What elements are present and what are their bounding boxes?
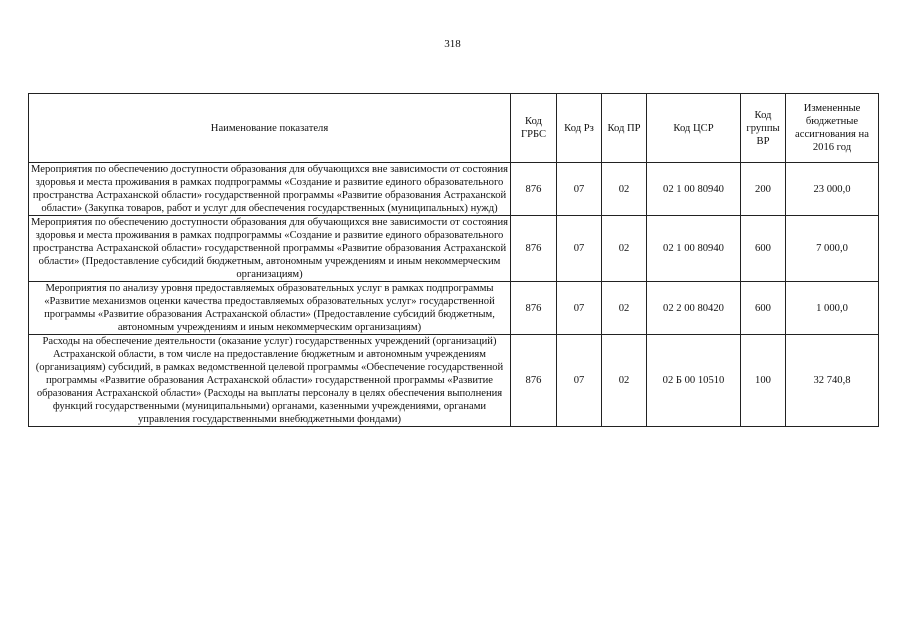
header-grbs: Код ГРБС [511,94,557,163]
row-pr: 02 [602,163,647,216]
row-amount: 7 000,0 [786,216,879,282]
row-grbs: 876 [511,282,557,335]
table-row [29,163,879,216]
table-row [29,216,879,282]
row-rz: 07 [557,282,602,335]
row-rz: 07 [557,335,602,427]
row-amount: 32 740,8 [786,335,879,427]
header-rz: Код Рз [557,94,602,163]
row-csr: 02 Б 00 10510 [647,335,741,427]
row-rz: 07 [557,216,602,282]
row-pr: 02 [602,282,647,335]
header-name: Наименование показателя [29,94,511,163]
row-name: Расходы на обеспечение деятельности (оказание услуг) государственных учреждений (организаций) Астраханской области, в том числе на предоставление бюджетным и автономным учреждениям (организациям) субсидий, в рамках ведомственной целевой программы «Обеспечение государственной программы «Развитие образования Астраханской области» государственной программы «Развитие образования Астраханской области» (Расходы на выплаты персоналу в целях обеспечения выполнения функций государственными (муниципальными) органами, казенными учреждениями, органами управления государственными внебюджетными фондами) [29,335,511,427]
row-amount: 23 000,0 [786,163,879,216]
row-amount: 1 000,0 [786,282,879,335]
row-vr: 600 [741,282,786,335]
row-pr: 02 [602,216,647,282]
row-pr: 02 [602,335,647,427]
row-vr: 600 [741,216,786,282]
header-csr: Код ЦСР [647,94,741,163]
row-grbs: 876 [511,216,557,282]
table-row [29,335,879,427]
row-grbs: 876 [511,163,557,216]
header-amount: Измененные бюджетные ассигнования на 2016 год [786,94,879,163]
row-name: Мероприятия по анализу уровня предоставляемых образовательных услуг в рамках подпрограммы «Развитие механизмов оценки качества предоставляемых образовательных услуг» государственной программы «Развитие образования Астраханской области» (Предоставление субсидий бюджетным, автономным учреждениям и иным некоммерческим организациям) [29,282,511,335]
row-vr: 200 [741,163,786,216]
row-csr: 02 2 00 80420 [647,282,741,335]
page-number: 318 [444,38,461,50]
row-name: Мероприятия по обеспечению доступности образования для обучающихся вне зависимости от состояния здоровья и места проживания в рамках подпрограммы «Создание и развитие единого образовательного пространства Астраханской области» государственной программы «Развитие образования Астраханской области» (Закупка товаров, работ и услуг для обеспечения государственных (муниципальных) нужд) [29,163,511,216]
row-rz: 07 [557,163,602,216]
row-vr: 100 [741,335,786,427]
row-csr: 02 1 00 80940 [647,216,741,282]
header-pr: Код ПР [602,94,647,163]
table-header-row [29,94,879,163]
budget-table [28,93,879,427]
row-grbs: 876 [511,335,557,427]
header-vr: Код группы ВР [741,94,786,163]
table-row [29,282,879,335]
row-name: Мероприятия по обеспечению доступности образования для обучающихся вне зависимости от состояния здоровья и места проживания в рамках подпрограммы «Создание и развитие единого образовательного пространства Астраханской области» государственной программы «Развитие образования Астраханской области» (Предоставление субсидий бюджетным, автономным учреждениям и иным некоммерческим организациям) [29,216,511,282]
row-csr: 02 1 00 80940 [647,163,741,216]
